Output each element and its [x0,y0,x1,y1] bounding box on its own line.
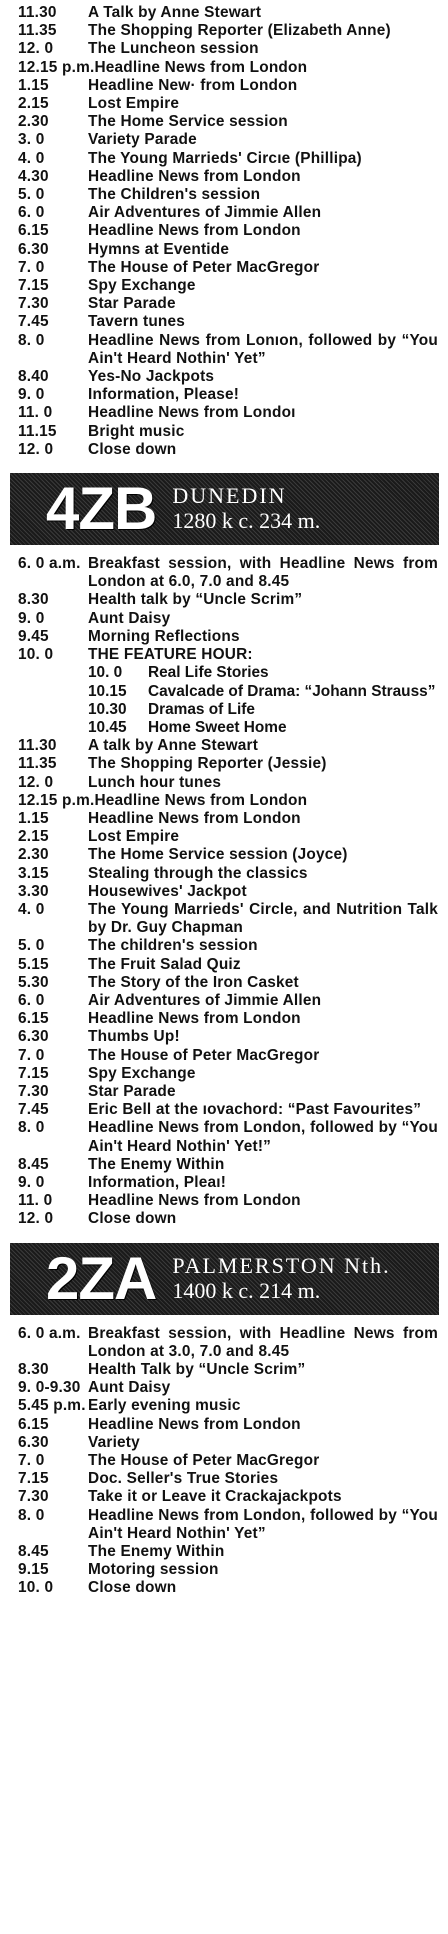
programme-time: 5. 0 [18,186,45,204]
schedule-row [14,846,440,864]
programme-title: Air Adventures of Jimmie Allen [88,204,322,222]
programme-time: 8. 0 [18,331,45,349]
schedule-row [14,4,440,22]
programme-title: Headline News from London [88,1010,301,1028]
programme-title: Bright music [88,422,185,440]
programme-title: Headline News from London [88,1415,301,1433]
station-banner-4zb [10,473,439,545]
programme-time: 6.15 [18,1010,49,1028]
programme-title: The Shopping Reporter (Jessie) [88,755,327,773]
programme-title: Close down [88,1210,177,1228]
programme-title: Thumbs Up! [88,1028,180,1046]
programme-time: 6.30 [18,240,49,258]
programme-time: 10. 0 [88,664,123,682]
programme-title: Eric Bell at the ıovachord: “Past Favourites” [88,1101,422,1119]
schedule-row [14,59,440,77]
programme-time: 12. 0 [18,1210,54,1228]
schedule-row [14,974,440,992]
programme-time: 11. 0 [18,404,53,422]
programme-title: Take it or Leave it Crackajackpots [88,1488,342,1506]
schedule-row [14,259,440,277]
schedule-row [14,1174,440,1192]
programme-time: 10.45 [88,718,127,736]
station-city: DUNEDIN [172,483,287,509]
programme-time: 6.30 [18,1433,49,1451]
station-banner-2za [10,1243,439,1315]
programme-title: The Story of the Iron Casket [88,973,299,991]
programme-title: Headline News from London [94,58,308,76]
programme-time: 7.30 [18,1488,49,1506]
programme-title: Headline New· from London [88,76,298,94]
programme-title: The Children's session [88,186,261,204]
programme-time: 9.15 [18,1561,49,1579]
programme-time: 11. 0 [18,1192,53,1210]
programme-title: Cavalcade of Drama: “Johann Strauss” [148,682,436,700]
programme-title: Star Parade [88,295,176,313]
programme-title: The Home Service session (Joyce) [88,846,348,864]
schedule-row [14,937,440,955]
schedule-row [14,295,440,313]
programme-title: A Talk by Anne Stewart [88,4,262,21]
programme-title: Housewives' Jackpot [88,882,247,900]
schedule-row [14,1119,440,1155]
programme-title: Real Life Stories [148,664,269,682]
programme-time: 8.45 [18,1543,49,1561]
schedule-row [14,1452,440,1470]
programme-time: 8.40 [18,368,49,386]
schedule-row [14,40,440,58]
programme-title: Air Adventures of Jimmie Allen [88,991,322,1009]
schedule-row [14,1470,440,1488]
schedule-row [14,404,440,422]
programme-time: 6.15 [18,1415,49,1433]
station-frequency: 1280 k c. 234 m. [172,508,321,534]
schedule-row [14,131,440,149]
schedule-row [14,828,440,846]
schedule-row [14,865,440,883]
schedule-row [14,1028,440,1046]
schedule-row [14,186,440,204]
programme-title: Headline News from London, followed by “You Ain't Heard Nothin' Yet!” [88,1119,438,1155]
programme-title: Headline News from London [88,222,301,240]
schedule-row [14,1434,440,1452]
programme-time: 8.45 [18,1155,49,1173]
schedule-row [14,1210,440,1228]
programme-time: 12.15 p.m. [18,58,95,76]
programme-title: Headline News from London [94,791,308,809]
programme-time: 11.15 [18,422,57,440]
programme-title: Information, Pleaı! [88,1173,227,1191]
schedule-row [14,1192,440,1210]
programme-title: The Fruit Salad Quiz [88,955,241,973]
programme-time: 3.30 [18,882,49,900]
schedule-row [14,1010,440,1028]
programme-time: 5.45 p.m. [18,1397,86,1415]
programme-time: 7.30 [18,1082,49,1100]
station-schedule-4zb-morning [0,555,448,664]
programme-time: 6.30 [18,1028,49,1046]
programme-title: Home Sweet Home [148,718,287,736]
schedule-row [14,883,440,901]
programme-time: 6.15 [18,222,49,240]
programme-title: The Enemy Within [88,1543,225,1561]
programme-time: 7.30 [18,295,49,313]
schedule-row [14,628,440,646]
programme-time: 7. 0 [18,1452,45,1470]
programme-title: Spy Exchange [88,277,196,295]
schedule-row [14,1579,440,1597]
programme-time: 10.15 [88,682,127,700]
programme-title: Aunt Daisy [88,1379,171,1397]
schedule-row [14,22,440,40]
programme-time: 2.30 [18,113,49,131]
programme-time: 11.30 [18,4,57,21]
schedule-row [14,1507,440,1543]
programme-title: Hymns at Eventide [88,240,230,258]
programme-time: 6. 0 [18,991,45,1009]
programme-time: 7. 0 [18,258,45,276]
programme-time: 6. 0 a.m. [18,555,81,573]
station-schedule-1 [0,0,448,459]
programme-title: Headline News from London [88,167,301,185]
programme-title: THE FEATURE HOUR: [88,646,253,664]
schedule-row [14,222,440,240]
schedule-row [14,1361,440,1379]
programme-title: Yes-No Jackpots [88,368,215,386]
programme-title: Aunt Daisy [88,609,171,627]
programme-title: Dramas of Life [148,700,255,718]
schedule-row [14,956,440,974]
programme-time: 9. 0-9.30 [18,1379,81,1397]
programme-time: 6. 0 [18,204,45,222]
schedule-row [14,1379,440,1397]
programme-title: The Shopping Reporter (Elizabeth Anne) [88,22,391,40]
programme-title: Lost Empire [88,95,180,113]
schedule-row [14,241,440,259]
schedule-row [14,792,440,810]
schedule-row [14,313,440,331]
programme-title: Health Talk by “Uncle Scrim” [88,1361,306,1378]
schedule-row [14,810,440,828]
programme-time: 9.45 [18,627,49,645]
schedule-row [14,992,440,1010]
programme-time: 10. 0 [18,646,54,664]
programme-title: Stealing through the classics [88,864,308,882]
schedule-row [14,755,440,773]
schedule-row [14,1083,440,1101]
programme-time: 9. 0 [18,1173,45,1191]
programme-time: 5.30 [18,973,49,991]
programme-title: Lunch hour tunes [88,773,222,791]
schedule-row [14,901,440,937]
schedule-row [14,368,440,386]
schedule-row [14,1156,440,1174]
programme-title: The House of Peter MacGregor [88,1452,320,1470]
schedule-row [14,441,440,459]
programme-title: Star Parade [88,1082,176,1100]
programme-title: The Luncheon session [88,40,259,58]
programme-time: 5.15 [18,955,49,973]
schedule-row [14,168,440,186]
programme-title: Health talk by “Uncle Scrim” [88,591,303,609]
station-call-sign: 2ZA [46,1244,157,1312]
programme-title: The Young Marrieds' Circle, and Nutrition Talk by Dr. Guy Chapman [88,900,438,937]
station-schedule-2za [0,1325,448,1598]
programme-time: 1.15 [18,809,49,827]
schedule-row [14,332,440,368]
schedule-row [14,774,440,792]
schedule-row [14,113,440,131]
programme-title: The children's session [88,937,258,955]
programme-time: 4. 0 [18,149,45,167]
programme-title: The House of Peter MacGregor [88,258,320,276]
programme-time: 9. 0 [18,386,45,404]
schedule-row [14,1047,440,1065]
station-call-sign: 4ZB [46,475,157,543]
schedule-row [14,150,440,168]
programme-time: 2.30 [18,846,49,864]
programme-title: Headline News from Lonıon, followed by “You Ain't Heard Nothin' Yet” [88,331,438,367]
programme-time: 9. 0 [18,609,45,627]
schedule-row [14,1543,440,1561]
schedule-row [14,646,440,664]
programme-title: The Home Service session [88,113,288,131]
programme-time: 8.30 [18,1361,49,1378]
programme-time: 11.30 [18,737,57,755]
schedule-row [14,1561,440,1579]
feature-item [14,664,448,682]
programme-title: Headline News from London, followed by “You Ain't Heard Nothin' Yet” [88,1506,438,1542]
programme-time: 8.30 [18,591,49,609]
programme-title: Lost Empire [88,828,180,846]
station-city: PALMERSTON Nth. [172,1252,391,1278]
schedule-row [14,204,440,222]
programme-title: Breakfast session, with Headline News from London at 6.0, 7.0 and 8.45 [88,555,438,591]
programme-title: Headline News from London [88,809,301,827]
feature-item [14,719,448,737]
programme-time: 7. 0 [18,1046,45,1064]
programme-time: 7.15 [18,1064,49,1082]
schedule-row [14,1325,440,1361]
programme-time: 10. 0 [18,1579,54,1597]
programme-time: 6. 0 a.m. [18,1324,81,1342]
feature-item [14,701,448,719]
programme-time: 11.35 [18,755,57,773]
programme-time: 4. 0 [18,900,45,918]
programme-title: Motoring session [88,1561,219,1579]
programme-time: 3.15 [18,864,49,882]
schedule-row [14,95,440,113]
feature-item [14,683,448,701]
programme-title: Early evening music [88,1397,241,1415]
programme-title: Close down [88,1579,177,1597]
programme-time: 8. 0 [18,1119,45,1137]
programme-title: The House of Peter MacGregor [88,1046,320,1064]
programme-time: 10.30 [88,700,127,718]
programme-time: 3. 0 [18,131,45,149]
schedule-row [14,1488,440,1506]
schedule-row [14,423,440,441]
schedule-row [14,1416,440,1434]
programme-time: 2.15 [18,828,49,846]
programme-time: 12. 0 [18,440,54,458]
station-schedule-4zb [0,737,448,1228]
programme-time: 7.45 [18,1101,49,1119]
programme-time: 1.15 [18,76,49,94]
programme-time: 7.45 [18,313,49,331]
programme-title: A talk by Anne Stewart [88,737,259,755]
programme-title: Headline News from London [88,1192,301,1210]
programme-time: 5. 0 [18,937,45,955]
schedule-row [14,277,440,295]
schedule-row [14,610,440,628]
station-frequency: 1400 k c. 214 m. [172,1277,321,1303]
programme-time: 12.15 p.m. [18,791,95,809]
programme-time: 12. 0 [18,773,54,791]
programme-title: Breakfast session, with Headline News from London at 3.0, 7.0 and 8.45 [88,1324,438,1360]
schedule-row [14,77,440,95]
schedule-row [14,386,440,404]
programme-title: Information, Please! [88,386,240,404]
schedule-row [14,591,440,609]
programme-time: 12. 0 [18,40,54,58]
schedule-row [14,1101,440,1119]
programme-time: 8. 0 [18,1506,45,1524]
programme-time: 11.35 [18,22,57,40]
programme-title: Tavern tunes [88,313,186,331]
programme-time: 7.15 [18,277,49,295]
programme-title: Variety Parade [88,131,197,149]
station-info [172,484,320,534]
programme-title: Close down [88,440,177,458]
schedule-row [14,555,440,591]
schedule-row [14,1397,440,1415]
programme-title: The Young Marrieds' Circıe (Phillipa) [88,149,362,167]
programme-time: 7.15 [18,1470,49,1488]
schedule-row [14,737,440,755]
programme-title: Doc. Seller's True Stories [88,1470,279,1488]
programme-title: The Enemy Within [88,1155,225,1173]
programme-title: Morning Reflections [88,627,240,645]
programme-title: Headline News from Londoı [88,404,296,422]
schedule-row [14,1065,440,1083]
programme-time: 4.30 [18,167,49,185]
programme-time: 2.15 [18,95,49,113]
programme-title: Spy Exchange [88,1064,196,1082]
feature-hour-list [0,664,448,737]
station-info [172,1254,390,1304]
programme-title: Variety [88,1433,140,1451]
